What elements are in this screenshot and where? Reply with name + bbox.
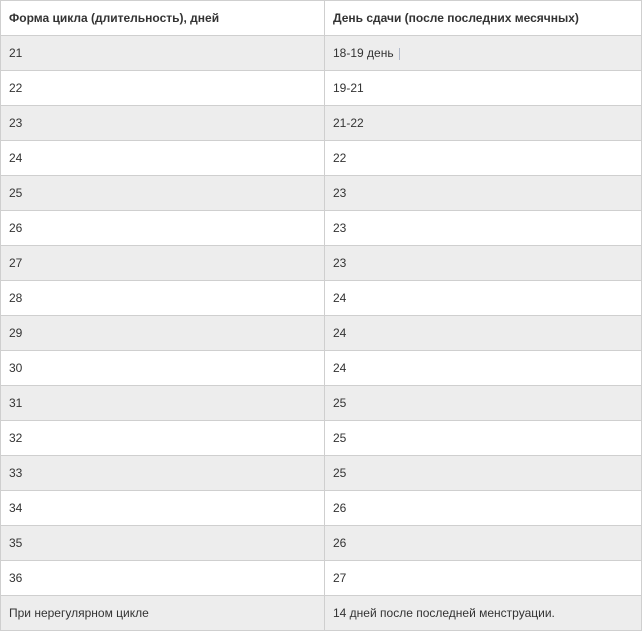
column-header-test-day: День сдачи (после последних месячных) xyxy=(325,1,642,36)
cell-cycle-length: При нерегулярном цикле xyxy=(1,596,325,631)
table-row xyxy=(1,456,642,491)
table-row xyxy=(1,386,642,421)
table-row xyxy=(1,246,642,281)
cell-test-day xyxy=(325,36,642,71)
table-row xyxy=(1,491,642,526)
text-cursor xyxy=(399,48,400,60)
cell-test-day: 14 дней после последней менструации. xyxy=(325,596,642,631)
table-row xyxy=(1,106,642,141)
table-row xyxy=(1,316,642,351)
table-row xyxy=(1,141,642,176)
cell-cycle-length: 34 xyxy=(1,491,325,526)
table-row xyxy=(1,351,642,386)
cell-test-day: 24 xyxy=(325,281,642,316)
cell-test-day: 22 xyxy=(325,141,642,176)
cell-cycle-length: 27 xyxy=(1,246,325,281)
cell-cycle-length: 21 xyxy=(1,36,325,71)
cell-cycle-length: 35 xyxy=(1,526,325,561)
cell-cycle-length: 22 xyxy=(1,71,325,106)
table-row xyxy=(1,526,642,561)
table-row xyxy=(1,36,642,71)
cell-cycle-length: 36 xyxy=(1,561,325,596)
cell-test-day: 24 xyxy=(325,316,642,351)
cell-test-day: 24 xyxy=(325,351,642,386)
cell-cycle-length: 30 xyxy=(1,351,325,386)
cell-cycle-length: 29 xyxy=(1,316,325,351)
cell-test-day: 25 xyxy=(325,421,642,456)
cell-test-day-text: 18-19 день xyxy=(333,46,394,60)
cell-test-day: 23 xyxy=(325,176,642,211)
cell-test-day: 25 xyxy=(325,386,642,421)
table-row xyxy=(1,211,642,246)
cell-cycle-length: 31 xyxy=(1,386,325,421)
cell-cycle-length: 28 xyxy=(1,281,325,316)
column-header-cycle-length: Форма цикла (длительность), дней xyxy=(1,1,325,36)
cell-test-day: 26 xyxy=(325,526,642,561)
table-row xyxy=(1,281,642,316)
cell-test-day: 27 xyxy=(325,561,642,596)
table-row xyxy=(1,596,642,631)
cell-cycle-length: 26 xyxy=(1,211,325,246)
table-row xyxy=(1,71,642,106)
table-row xyxy=(1,421,642,456)
cell-test-day: 19-21 xyxy=(325,71,642,106)
cell-cycle-length: 33 xyxy=(1,456,325,491)
table-header-row xyxy=(1,1,642,36)
cell-test-day: 26 xyxy=(325,491,642,526)
cell-cycle-length: 24 xyxy=(1,141,325,176)
cell-cycle-length: 25 xyxy=(1,176,325,211)
cell-cycle-length: 32 xyxy=(1,421,325,456)
cell-test-day: 23 xyxy=(325,211,642,246)
table-row xyxy=(1,176,642,211)
cell-test-day: 23 xyxy=(325,246,642,281)
cell-cycle-length: 23 xyxy=(1,106,325,141)
table-row xyxy=(1,561,642,596)
cell-test-day: 25 xyxy=(325,456,642,491)
cell-test-day: 21-22 xyxy=(325,106,642,141)
